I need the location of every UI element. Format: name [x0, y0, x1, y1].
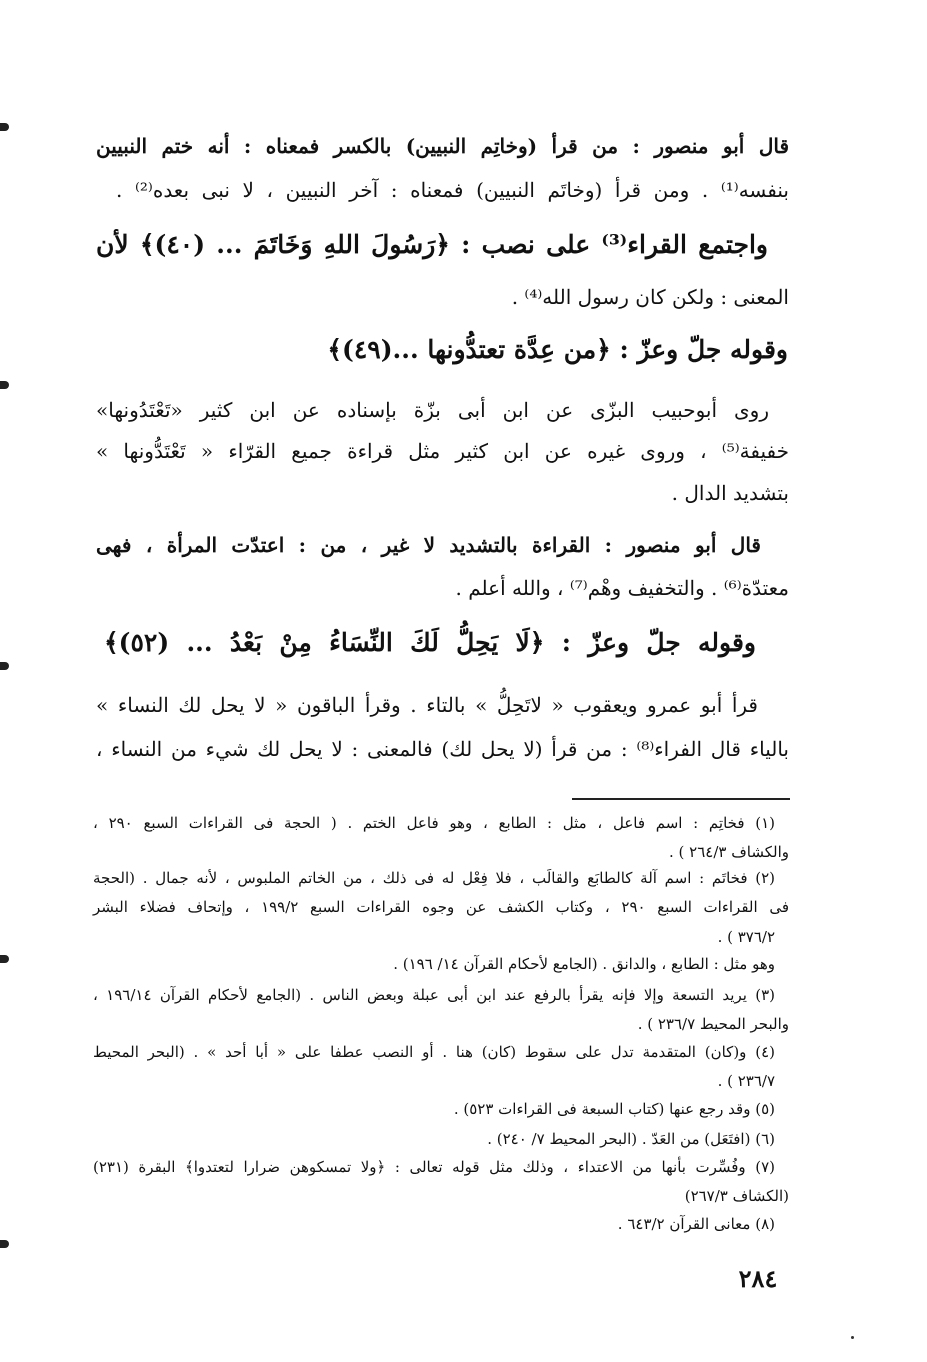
- body-line: بالياء قال الفراء⁽⁸⁾ : من قرأ (لا يحل لك) فالمعنى : لا يحل لك شيء من النساء ،: [96, 737, 789, 761]
- body-line: قال أبو منصور : من قرأ (وخاتِم النبيين) بالكسر فمعناه : أنه ختم النبيين: [96, 134, 789, 158]
- body-line: روى أبوحبيب البزّى عن ابن أبى بزّة بإسناده عن ابن كثير «تَعْتَدُونها»: [96, 398, 769, 422]
- body-line: خفيفة⁽⁵⁾ ، وروى غيره عن ابن كثير مثل قراءة جميع القرّاء « تَعْتَدُّونها »: [96, 439, 789, 463]
- verse-heading: وقوله جلّ وعزّ : ﴿من عِدَّة تعتدُّونها ...(٤٩)﴾: [327, 335, 788, 364]
- body-line: المعنى : ولكن كان رسول الله⁽⁴⁾ .: [511, 285, 789, 309]
- footnote-line: فى القراءات السبع ٢٩٠ ، وكتاب الكشف عن وجوه القراءات السبع ١٩٩/٢ ، وإتحاف فضلاء البشر: [93, 898, 790, 916]
- scan-speck: [851, 1336, 854, 1339]
- footnote-line: (١) فخاتِم : اسم فاعل ، مثل : الطابع ، وهو فاعل الختم . ( الحجة فى القراءات السبع ٢٩٠ ،: [93, 814, 776, 832]
- footnote-line: (٦) (افتَعَل) من العَدّ . (البحر المحيط ٧/ ٢٤٠) .: [487, 1130, 775, 1148]
- footnote-line: (٤) و(كان) المتقدمة تدل على سقوط (كان) هنا . أو النصب عطفا على « أبا أحد » . (البحر المحيط: [93, 1043, 775, 1061]
- footnote-line: ٢٣٦/٧ ) .: [717, 1072, 775, 1090]
- footnote-line: ٣٧٦/٢ ) .: [717, 928, 775, 946]
- body-line: معتدّة⁽⁶⁾ . والتخفيف وهْم⁽⁷⁾ ، والله أعلم .: [455, 576, 789, 600]
- verse-heading: وقوله جلّ وعزّ : ﴿لَا يَحِلُّ لَكَ النِّسَاءُ مِنْ بَعْدُ ... (٥٢)﴾: [104, 628, 756, 657]
- body-line: قال أبو منصور : القراءة بالتشديد لا غير ، من : اعتدّت المرأة ، فهى: [96, 533, 761, 557]
- footnote-line: (٧) وفُسِّرت بأنها من الاعتداء ، وذلك مثل قوله تعالى : ﴿ولا تمسكوهن ضرارا لتعتدوا﴾ البقرة (٢٣١): [93, 1158, 775, 1176]
- footnote-line: والبحر المحيط ٢٣٦/٧ ) .: [637, 1015, 789, 1033]
- body-line: بتشديد الدال .: [671, 481, 789, 505]
- footnote-line: والكشاف ٢٦٤/٣ ) .: [669, 843, 789, 861]
- body-line: قرأ أبو عمرو ويعقوب « لاتَحِلُّ » بالتاء . وقرأ الباقون « لا يحل لك النساء »: [96, 693, 758, 717]
- margin-mark: [0, 381, 9, 389]
- footnote-line: (الكشاف ٢٦٧/٣): [684, 1187, 789, 1205]
- margin-mark: [0, 662, 9, 670]
- footnote-line: (٨) معانى القرآن ٦٤٣/٢ .: [617, 1215, 775, 1233]
- body-line: واجتمع القراء⁽³⁾ على نصب : ﴿رَسُولَ اللهِ وَخَاتَمَ ... (٤٠)﴾ لأن: [96, 230, 768, 259]
- margin-mark: [0, 1240, 9, 1248]
- footnote-line: (٣) يريد التسعة وإلا فإنه يقرأ بالرفع عند ابن أبى عبلة وبعض الناس . (الجامع لأحكام القرآن ١٩٦/١٤ ،: [93, 986, 775, 1004]
- body-line: بنفسه⁽¹⁾ . ومن قرأ (وخاتَم النبيين) فمعناه : آخر النبيين ، لا نبى بعده⁽²⁾ .: [116, 178, 789, 202]
- footnote-line: (٥) وقد رجع عنها (كتاب السبعة فى القراءات ٥٢٣) .: [453, 1100, 775, 1118]
- footnote-rule: [572, 798, 790, 800]
- margin-mark: [0, 955, 9, 963]
- footnote-line: وهو مثل : الطابع ، والدانق . (الجامع لأحكام القرآن ١٤/ ١٩٦) .: [393, 955, 775, 973]
- footnote-line: (٢) فخاتَم : اسم آلة كالطابَع والقالَب ، فلا فِعْل له فى ذلك ، من الخاتم الملبوس ، لأنه جمال . (الحجة: [93, 869, 775, 887]
- page-number: ٢٨٤: [738, 1264, 778, 1293]
- margin-mark: [0, 123, 9, 131]
